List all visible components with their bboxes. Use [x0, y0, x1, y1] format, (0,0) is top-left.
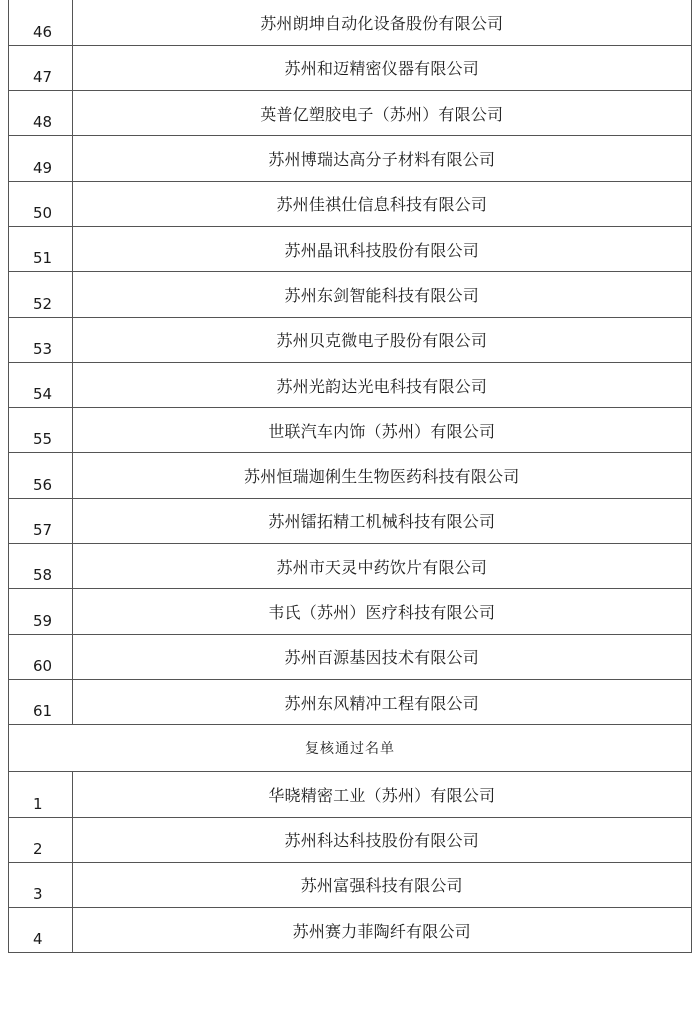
company-name: 苏州东风精冲工程有限公司	[72, 679, 691, 724]
company-name: 苏州富强科技有限公司	[72, 862, 691, 907]
table-row	[9, 679, 691, 724]
table-row	[9, 408, 691, 453]
company-name: 华晓精密工业（苏州）有限公司	[72, 772, 691, 817]
table-row	[9, 817, 691, 862]
table-row	[9, 862, 691, 907]
table-row	[9, 589, 691, 634]
company-name: 苏州和迈精密仪器有限公司	[72, 45, 691, 90]
row-number: 46	[9, 0, 72, 45]
company-name: 苏州佳祺仕信息科技有限公司	[72, 181, 691, 226]
company-name: 苏州东剑智能科技有限公司	[72, 272, 691, 317]
table-row	[9, 272, 691, 317]
company-table	[9, 0, 691, 953]
table-row	[9, 453, 691, 498]
company-list-table	[8, 0, 692, 953]
table-row	[9, 0, 691, 45]
table-body	[9, 0, 691, 953]
company-name: 苏州光韵达光电科技有限公司	[72, 362, 691, 407]
row-number: 49	[9, 136, 72, 181]
row-number: 4	[9, 908, 72, 953]
table-row	[9, 498, 691, 543]
row-number: 3	[9, 862, 72, 907]
table-row	[9, 362, 691, 407]
company-name: 苏州科达科技股份有限公司	[72, 817, 691, 862]
row-number: 59	[9, 589, 72, 634]
company-name: 苏州赛力菲陶纤有限公司	[72, 908, 691, 953]
company-name: 苏州博瑞达高分子材料有限公司	[72, 136, 691, 181]
row-number: 51	[9, 226, 72, 271]
table-row	[9, 772, 691, 817]
row-number: 52	[9, 272, 72, 317]
company-name: 苏州晶讯科技股份有限公司	[72, 226, 691, 271]
table-row	[9, 45, 691, 90]
table-row	[9, 908, 691, 953]
row-number: 57	[9, 498, 72, 543]
row-number: 58	[9, 544, 72, 589]
table-row	[9, 91, 691, 136]
table-row	[9, 181, 691, 226]
table-row	[9, 544, 691, 589]
row-number: 53	[9, 317, 72, 362]
section-row	[9, 725, 691, 772]
row-number: 47	[9, 45, 72, 90]
row-number: 1	[9, 772, 72, 817]
row-number: 54	[9, 362, 72, 407]
company-name: 英普亿塑胶电子（苏州）有限公司	[72, 91, 691, 136]
row-number: 61	[9, 679, 72, 724]
row-number: 60	[9, 634, 72, 679]
company-name: 苏州市天灵中药饮片有限公司	[72, 544, 691, 589]
company-name: 苏州百源基因技术有限公司	[72, 634, 691, 679]
table-row	[9, 226, 691, 271]
section-title: 复核通过名单	[9, 725, 691, 772]
company-name: 世联汽车内饰（苏州）有限公司	[72, 408, 691, 453]
row-number: 56	[9, 453, 72, 498]
row-number: 48	[9, 91, 72, 136]
company-name: 苏州贝克微电子股份有限公司	[72, 317, 691, 362]
table-row	[9, 317, 691, 362]
table-row	[9, 136, 691, 181]
company-name: 苏州镭拓精工机械科技有限公司	[72, 498, 691, 543]
row-number: 2	[9, 817, 72, 862]
company-name: 苏州恒瑞迦俐生生物医药科技有限公司	[72, 453, 691, 498]
row-number: 55	[9, 408, 72, 453]
company-name: 苏州朗坤自动化设备股份有限公司	[72, 0, 691, 45]
row-number: 50	[9, 181, 72, 226]
table-row	[9, 634, 691, 679]
company-name: 韦氏（苏州）医疗科技有限公司	[72, 589, 691, 634]
